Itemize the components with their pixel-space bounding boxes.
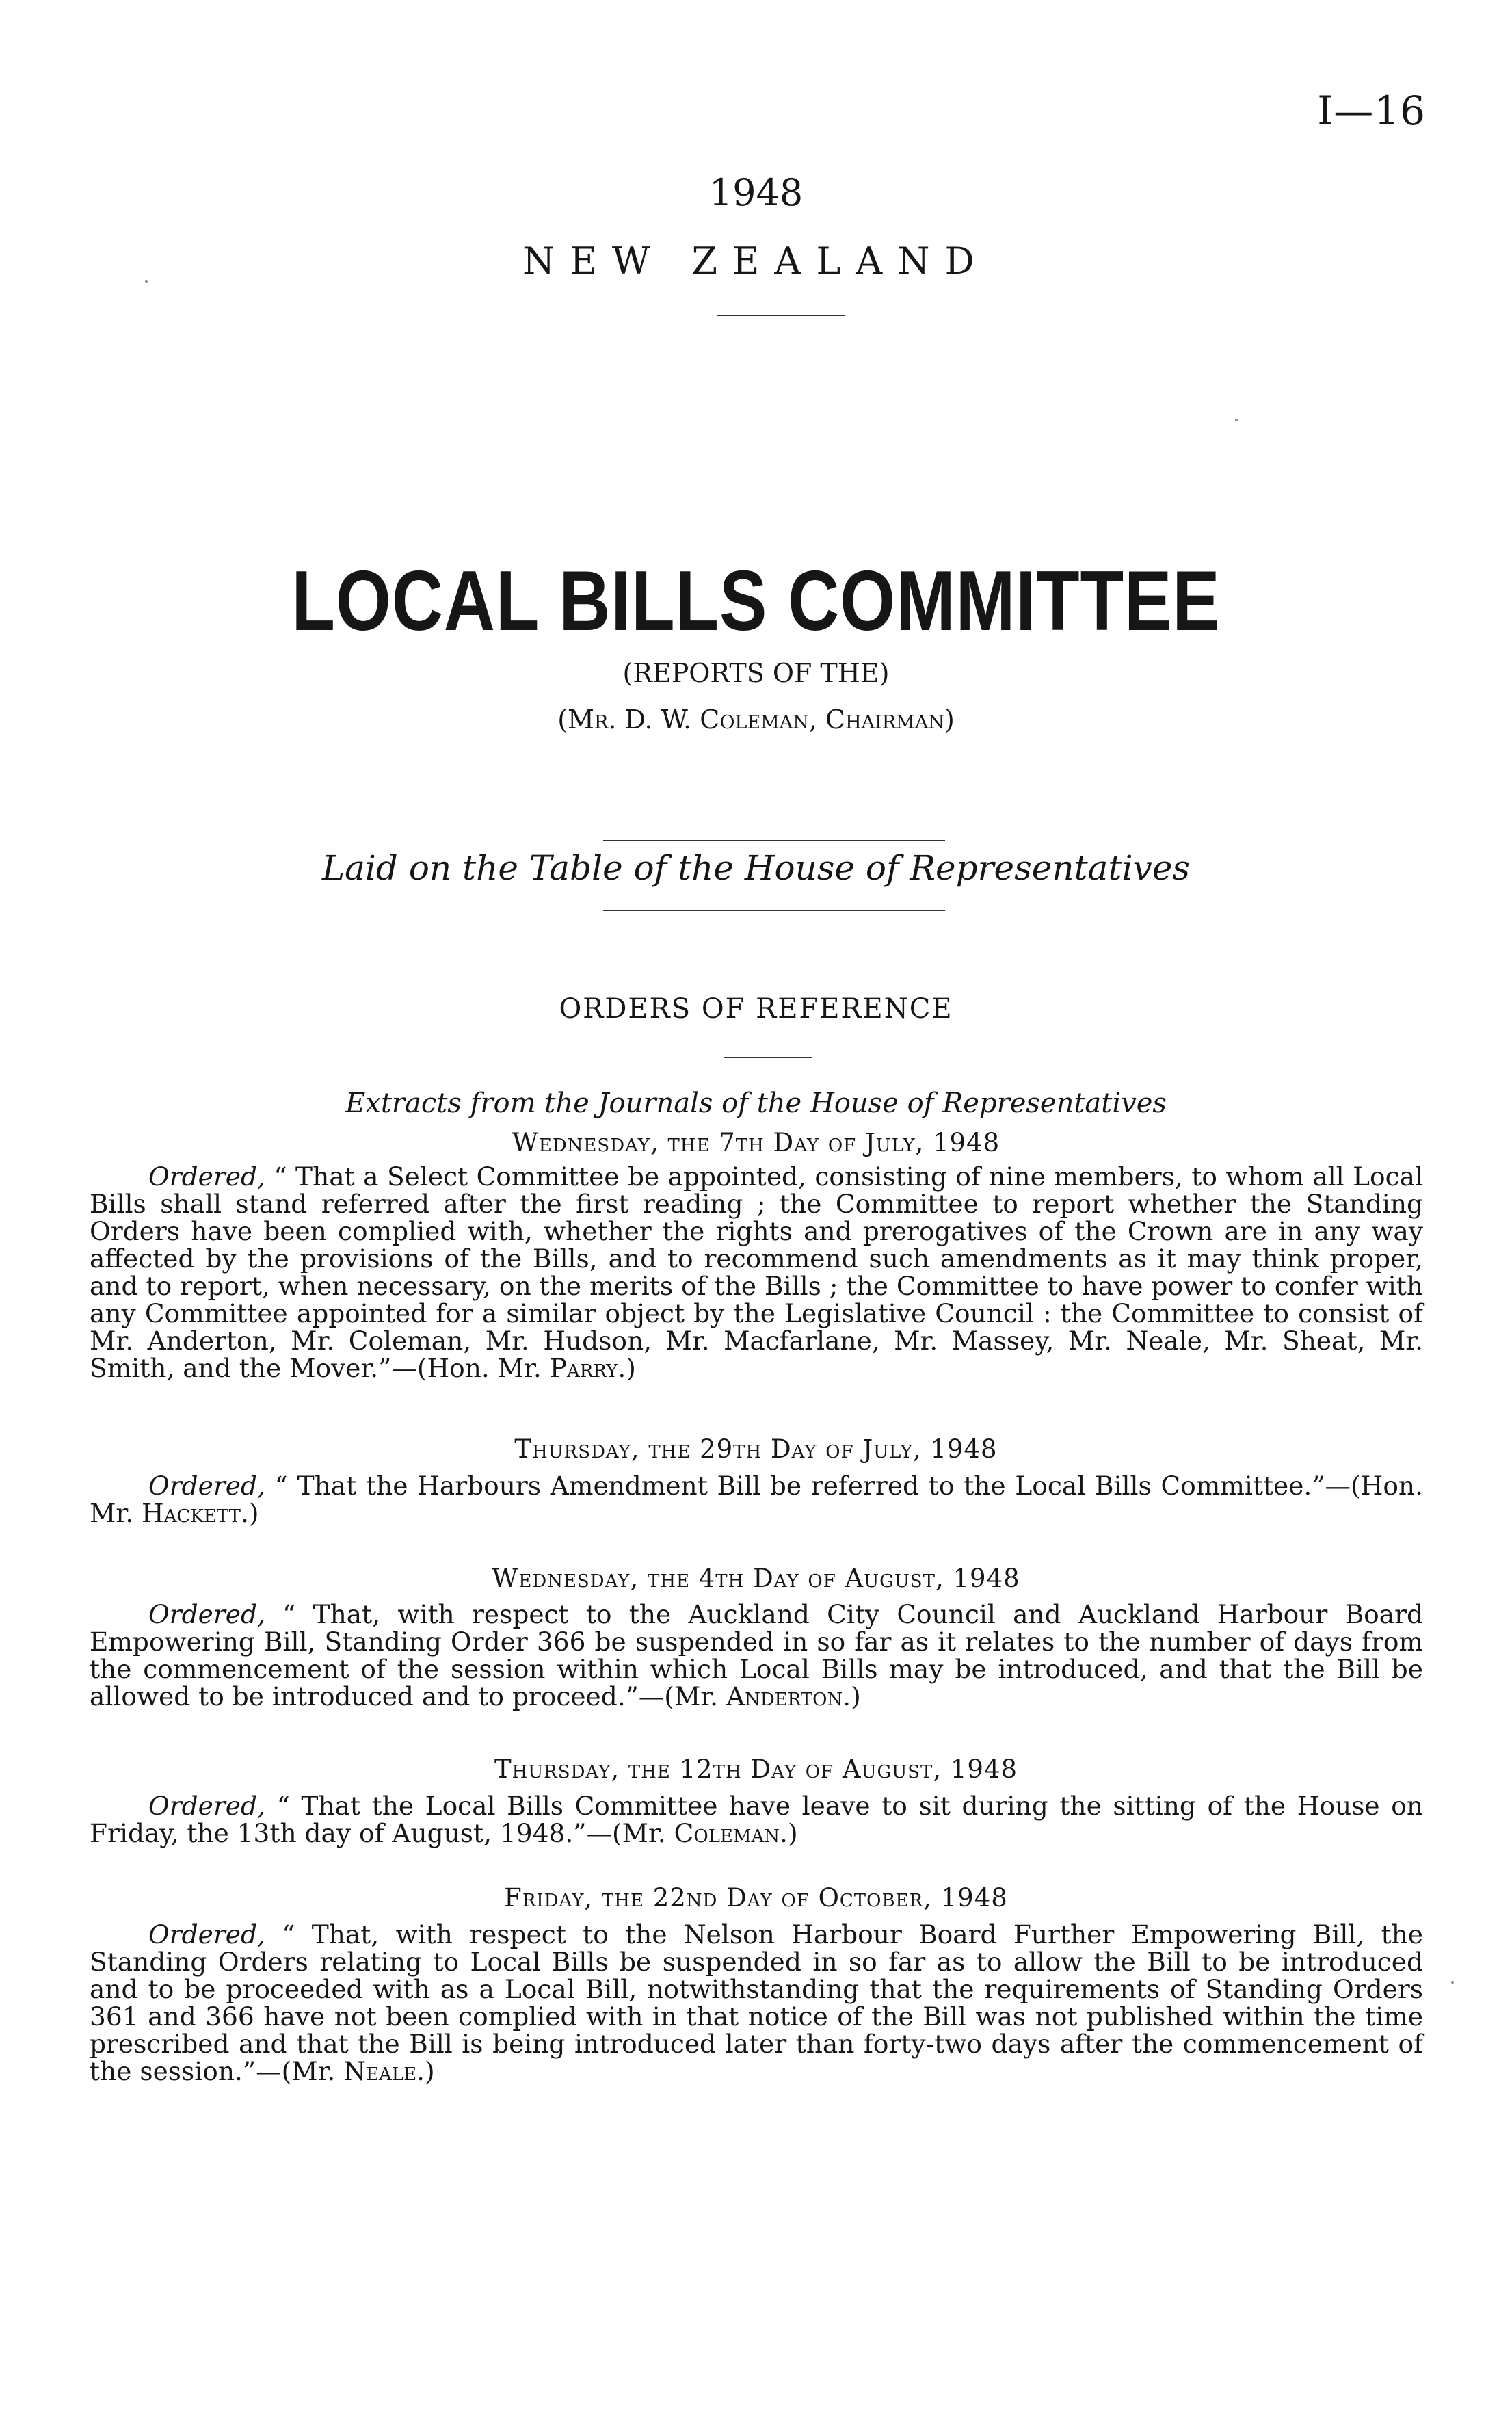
mover-name: Hackett	[142, 1498, 241, 1528]
ordered-label: Ordered,	[148, 1919, 265, 1949]
order-text: “ That the Harbours Amendment Bill be referred to the Local Bills Committee.”—(Hon. Mr.	[90, 1471, 1423, 1528]
mover-name: Neale	[343, 2056, 417, 2086]
entry-date: Friday, the 22nd Day of October, 1948	[504, 1883, 1008, 1913]
order-text: “ That a Select Committee be appointed, consisting of nine members, to whom all Local Bills shall stand referred after the first reading ; the Committee to report whether the Standing Orders have been complied with, whether the rights and prerogatives of the Crown are in any way affected by the provisions of the Bills, and to recommend such amendments as it may think proper, and to report, when necessary, on the merits of the Bills ; the Committee to have power to confer with any Committee appointed for a similar object by the Legislative Council : the Committee to consist of Mr. Anderton, Mr. Coleman, Mr. Hudson, Mr. Macfarlane, Mr. Massey, Mr. Neale, Mr. Sheat, Mr. Smith, and the Mover.”—(Hon. Mr.	[90, 1161, 1423, 1383]
ordered-label: Ordered,	[148, 1599, 265, 1629]
entry-date: Wednesday, the 7th Day of July, 1948	[512, 1128, 1000, 1157]
orders-heading: ORDERS OF REFERENCE	[559, 993, 953, 1025]
order-closing: .)	[618, 1353, 636, 1383]
laid-divider-bottom	[603, 910, 945, 911]
order-closing: .)	[416, 2056, 435, 2086]
page-number: I—16	[1317, 88, 1426, 134]
entry-date: Thursday, the 29th Day of July, 1948	[514, 1434, 998, 1464]
mover-name: Coleman	[674, 1818, 780, 1848]
order-closing: .)	[780, 1818, 798, 1848]
order-closing: .)	[241, 1498, 259, 1528]
ordered-label: Ordered,	[148, 1161, 265, 1192]
mover-name: Anderton	[726, 1681, 843, 1711]
chairman-line: (Mr. D. W. Coleman, Chairman)	[557, 705, 955, 735]
order-paragraph	[90, 1163, 1423, 1382]
order-paragraph	[90, 1921, 1423, 2085]
orders-divider	[724, 1057, 812, 1058]
order-paragraph	[90, 1792, 1423, 1847]
ordered-label: Ordered,	[148, 1471, 265, 1501]
order-text: “ That the Local Bills Committee have leave to sit during the sitting of the House on Friday, the 13th day of August, 1948.”—(Mr.	[90, 1791, 1423, 1848]
ordered-label: Ordered,	[148, 1791, 265, 1821]
order-paragraph	[90, 1601, 1423, 1710]
country-heading: NEW ZEALAND	[522, 239, 990, 282]
document-title: LOCAL BILLS COMMITTEE	[291, 554, 1221, 648]
order-closing: .)	[843, 1681, 861, 1711]
scan-speck	[1451, 1981, 1454, 1984]
entry-date: Wednesday, the 4th Day of August, 1948	[492, 1564, 1020, 1593]
scan-speck	[145, 280, 148, 283]
document-subtitle: (REPORTS OF THE)	[622, 658, 890, 688]
order-text: “ That, with respect to the Auckland City Council and Auckland Harbour Board Empowering Bill, Standing Order 366 be suspended in so far as it relates to the number of days from the commencement of the session within which Local Bills may be introduced, and that the Bill be allowed to be introduced and to proceed.”—(Mr.	[90, 1599, 1423, 1711]
order-paragraph	[90, 1472, 1423, 1527]
extracts-heading: Extracts from the Journals of the House of Representatives	[345, 1088, 1167, 1119]
laid-statement: Laid on the Table of the House of Representatives	[321, 848, 1191, 888]
publication-year: 1948	[708, 171, 804, 214]
header-divider	[717, 315, 845, 316]
order-text: “ That, with respect to the Nelson Harbour Board Further Empowering Bill, the Standing Orders relating to Local Bills be suspended in so far as to allow the Bill to be introduced and to be proceeded with as a Local Bill, notwithstanding that the requirements of Standing Orders 361 and 366 have not been complied with in that notice of the Bill was not published within the time prescribed and that the Bill is being introduced later than forty-two days after the commencement of the session.”—(Mr.	[90, 1919, 1423, 2086]
entry-date: Thursday, the 12th Day of August, 1948	[494, 1755, 1018, 1784]
scan-speck	[1235, 419, 1238, 421]
laid-divider-top	[603, 840, 945, 841]
mover-name: Parry	[549, 1353, 618, 1383]
